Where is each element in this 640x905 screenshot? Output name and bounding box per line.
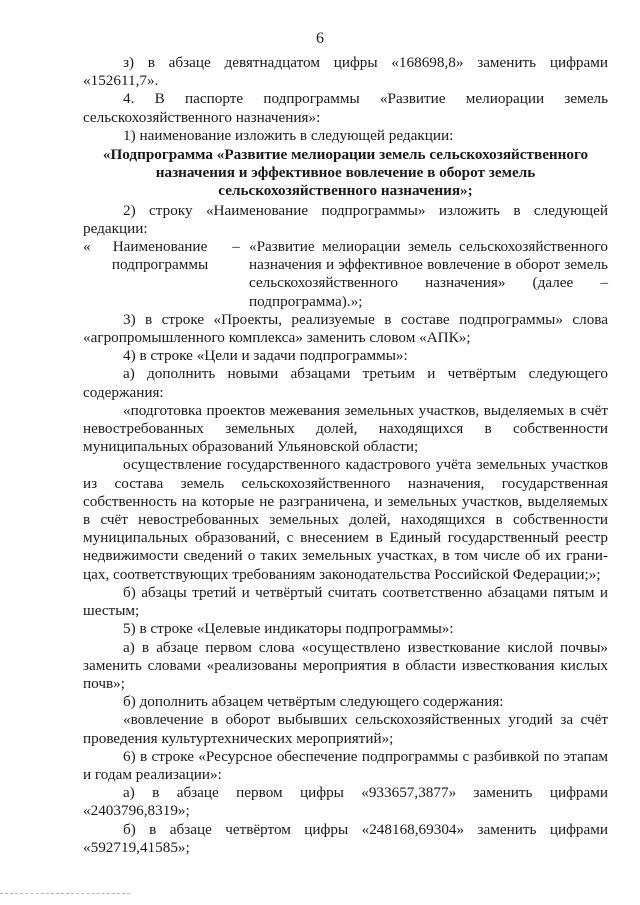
passport-row-dash: – (232, 238, 240, 256)
paragraph: а) дополнить новыми абзацами третьим и четвёртым следующего содержания: (83, 365, 608, 401)
paragraph: а) в абзаце первом слова «осуществлено известкование кислой почвы» заменить словами «реализованы мероприятия в области известкования кислых почв»; (83, 638, 608, 692)
paragraph: 4. В паспорте подпрограммы «Развитие мелиорации земель сельскохозяйственного назначения»: (83, 90, 608, 126)
scan-artifact-line (0, 893, 130, 894)
paragraph: б) в абзаце четвёртом цифры «248168,69304» заменить цифрами «592719,41585»; (83, 820, 608, 856)
paragraph: «подготовка проектов межевания земельных участков, выделяемых в счёт невостребованных земельных долей, находящихся в собственности муниципальных образований Ульяновской области; (83, 401, 608, 456)
paragraph: 1) наименование изложить в следующей редакции: (123, 126, 454, 144)
paragraph: 4) в строке «Цели и задачи подпрограммы»: (123, 347, 408, 365)
paragraph: 6) в строке «Ресурсное обеспечение подпрограммы с разбивкой по этапам и годам реализации»: (83, 747, 608, 783)
paragraph: «вовлечение в оборот выбывших сельскохозяйственных угодий за счёт проведения культуртехнических мероприятий»; (83, 711, 608, 747)
passport-open-quote: « (83, 238, 91, 256)
paragraph: б) абзацы третий и четвёртый считать соответственно абзацами пятым и шестым; (83, 583, 608, 620)
paragraph: осуществление государственного кадастрового учёта земельных участков из состава земель сельскохозяйственного назначения, государственная собственность на которые не разграничена, и земельных участков, выделяемых в счёт невостребованных земельных долей, находящихся в собственности муниципальных образований, с внесением в Единый государственный реестр недвижимости сведений о таких земельных участках, в том числе об их границах, соответствующих требованиям законодательства Российской Федерации;»; (83, 456, 608, 583)
paragraph: з) в абзаце девятнадцатом цифры «168698,8» заменить цифрами «152611,7». (83, 54, 608, 90)
paragraph: 2) строку «Наименование подпрограммы» изложить в следующей редакции: (83, 201, 608, 237)
paragraph: б) дополнить абзацем четвёртым следующего содержания: (123, 693, 504, 711)
paragraph: а) в абзаце первом цифры «933657,3877» заменить цифрами «2403796,8319»; (83, 784, 608, 820)
paragraph: 5) в строке «Целевые индикаторы подпрограммы»: (123, 620, 454, 638)
passport-row (83, 238, 608, 311)
document-body (83, 54, 608, 857)
subprogram-title: «Подпрограмма «Развитие мелиорации земель сельскохозяйственного назначения и эффективное вовлечение в оборот земель сельскохозяйственного назначения»; (102, 146, 589, 200)
page-number: 6 (316, 30, 324, 47)
paragraph: 3) в строке «Проекты, реализуемые в составе подпрограммы» слова «агропромышленного комплекса» заменить словом «АПК»; (83, 310, 608, 347)
passport-row-label: Наименование подпрограммы (111, 238, 209, 274)
passport-row-value: «Развитие мелиорации земель сельскохозяйственного назначения и эффективное вовлечение в оборот земель сельскохозяйственного назначения» (далее – подпрограмма).»; (249, 238, 608, 310)
